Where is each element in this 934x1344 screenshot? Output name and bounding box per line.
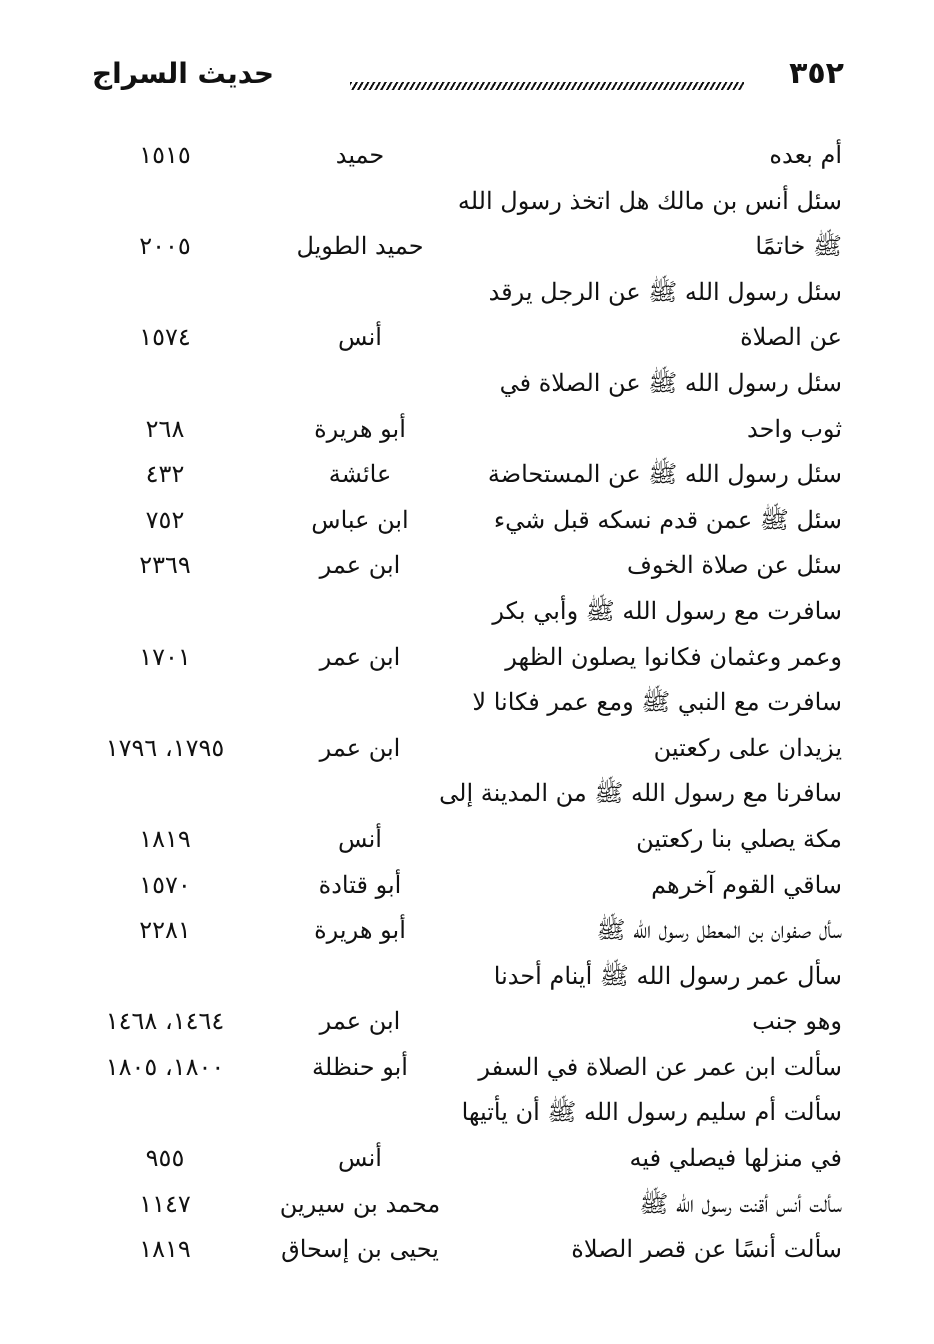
narrator-name: أبو هريرة [314,414,406,443]
hadith-text: سألت ابن عمر عن الصلاة في السفر [478,1052,842,1081]
narrator-name: ابن عمر [319,642,401,671]
table-row [0,1000,934,1046]
hadith-number: ١٨١٩ [139,1235,191,1264]
hadith-text: ثوب واحد [747,414,842,443]
hadith-number: ٢٢٨١ [139,916,191,945]
hadith-number: ٢٠٠٥ [139,232,191,261]
hadith-text: سئل رسول الله ﷺ عن المستحاضة [487,460,842,489]
hadith-number: ٧٥٢ [145,505,185,534]
hadith-text: مكة يصلي بنا ركعتين [636,824,842,853]
page-header [92,54,844,102]
hadith-text: في منزلها فيصلي فيه [629,1144,842,1173]
table-row [0,1183,934,1229]
hadith-text: ﷺ خاتمًا [755,232,842,261]
hadith-number: ١٥١٥ [139,141,191,169]
narrator-name: يحيى بن إسحاق [281,1235,439,1264]
hadith-number: ٤٣٢ [145,460,185,489]
table-row [0,316,934,362]
header-rule [350,82,744,90]
table-row [0,955,934,1001]
table-row [0,1091,934,1137]
narrator-name: أنس [338,824,382,853]
table-row [0,864,934,910]
table-row [0,271,934,317]
table-row [0,909,934,955]
hadith-text: وهو جنب [752,1007,842,1036]
hadith-number: ٩٥٥ [145,1144,185,1173]
hadith-text: سأل صفوان بن المعطل رسول الله ﷺ [596,916,842,945]
hadith-text: سأل عمر رسول الله ﷺ أينام أحدنا [493,961,842,990]
table-row [0,818,934,864]
narrator-name: ابن عمر [319,1007,401,1036]
hadith-number: ١٧٠١ [139,642,191,671]
hadith-number: ٢٣٦٩ [139,551,191,580]
table-row [0,1046,934,1092]
table-row [0,636,934,682]
hadith-number: ١١٤٧ [139,1189,191,1218]
table-row [0,1228,934,1274]
narrator-name: أبو هريرة [314,916,406,945]
hadith-number: ١٧٩٥، ١٧٩٦ [105,733,225,762]
hadith-text: سألت أنسًا عن قصر الصلاة [571,1235,842,1264]
table-row [0,681,934,727]
hadith-text: سئل ﷺ عمن قدم نسكه قبل شيء [493,505,842,534]
table-row [0,225,934,271]
hadith-text: يزيدان على ركعتين [653,733,842,762]
hadith-text: سئل أنس بن مالك هل اتخذ رسول الله [457,186,842,215]
hadith-number: ١٥٧٠ [139,870,191,899]
table-row [0,727,934,773]
hadith-text: أم بعده [769,141,842,169]
table-row [0,408,934,454]
hadith-text: سافرت مع رسول الله ﷺ وأبي بكر [492,596,842,625]
hadith-text: ساقي القوم آخرهم [651,870,842,899]
hadith-text: عن الصلاة [740,323,842,352]
narrator-name: أبو حنظلة [312,1052,408,1081]
narrator-name: عائشة [328,460,392,489]
narrator-name: ابن عمر [319,733,401,762]
narrator-name: ابن عباس [311,505,409,534]
page-number: ٣٥٢ [789,56,844,91]
hadith-number: ١٨١٩ [139,824,191,853]
hadith-text: سئل رسول الله ﷺ عن الصلاة في [499,368,842,397]
table-row [0,1137,934,1183]
hadith-text: وعمر وعثمان فكانوا يصلون الظهر [505,642,842,671]
narrator-name: أنس [338,1144,382,1173]
narrator-name: ابن عمر [319,551,401,580]
narrator-name: حميد الطويل [296,232,424,261]
hadith-number: ٢٦٨ [145,414,185,443]
table-row [0,590,934,636]
narrator-name: أنس [338,323,382,352]
index-table [0,134,934,1274]
table-row [0,453,934,499]
hadith-number: ١٤٦٤، ١٤٦٨ [105,1007,225,1036]
narrator-name: حميد [335,141,385,169]
narrator-name: أبو قتادة [318,870,402,899]
table-row [0,499,934,545]
table-row [0,772,934,818]
narrator-name: محمد بن سيرين [279,1189,441,1218]
table-row [0,134,934,180]
hadith-number: ١٥٧٤ [139,323,191,352]
hadith-text: سافرت مع النبي ﷺ ومع عمر فكانا لا [472,688,842,717]
table-row [0,362,934,408]
hadith-text: سألت أنس أقنت رسول الله ﷺ [639,1189,842,1218]
table-row [0,544,934,590]
table-row [0,180,934,226]
hadith-text: سئل رسول الله ﷺ عن الرجل يرقد [488,277,842,306]
hadith-text: سئل عن صلاة الخوف [626,551,842,580]
hadith-text: سافرنا مع رسول الله ﷺ من المدينة إلى [439,779,842,808]
book-title: حديث السراج [92,57,275,90]
hadith-text: سألت أم سليم رسول الله ﷺ أن يأتيها [461,1098,842,1127]
hadith-number: ١٨٠٠، ١٨٠٥ [105,1052,225,1081]
